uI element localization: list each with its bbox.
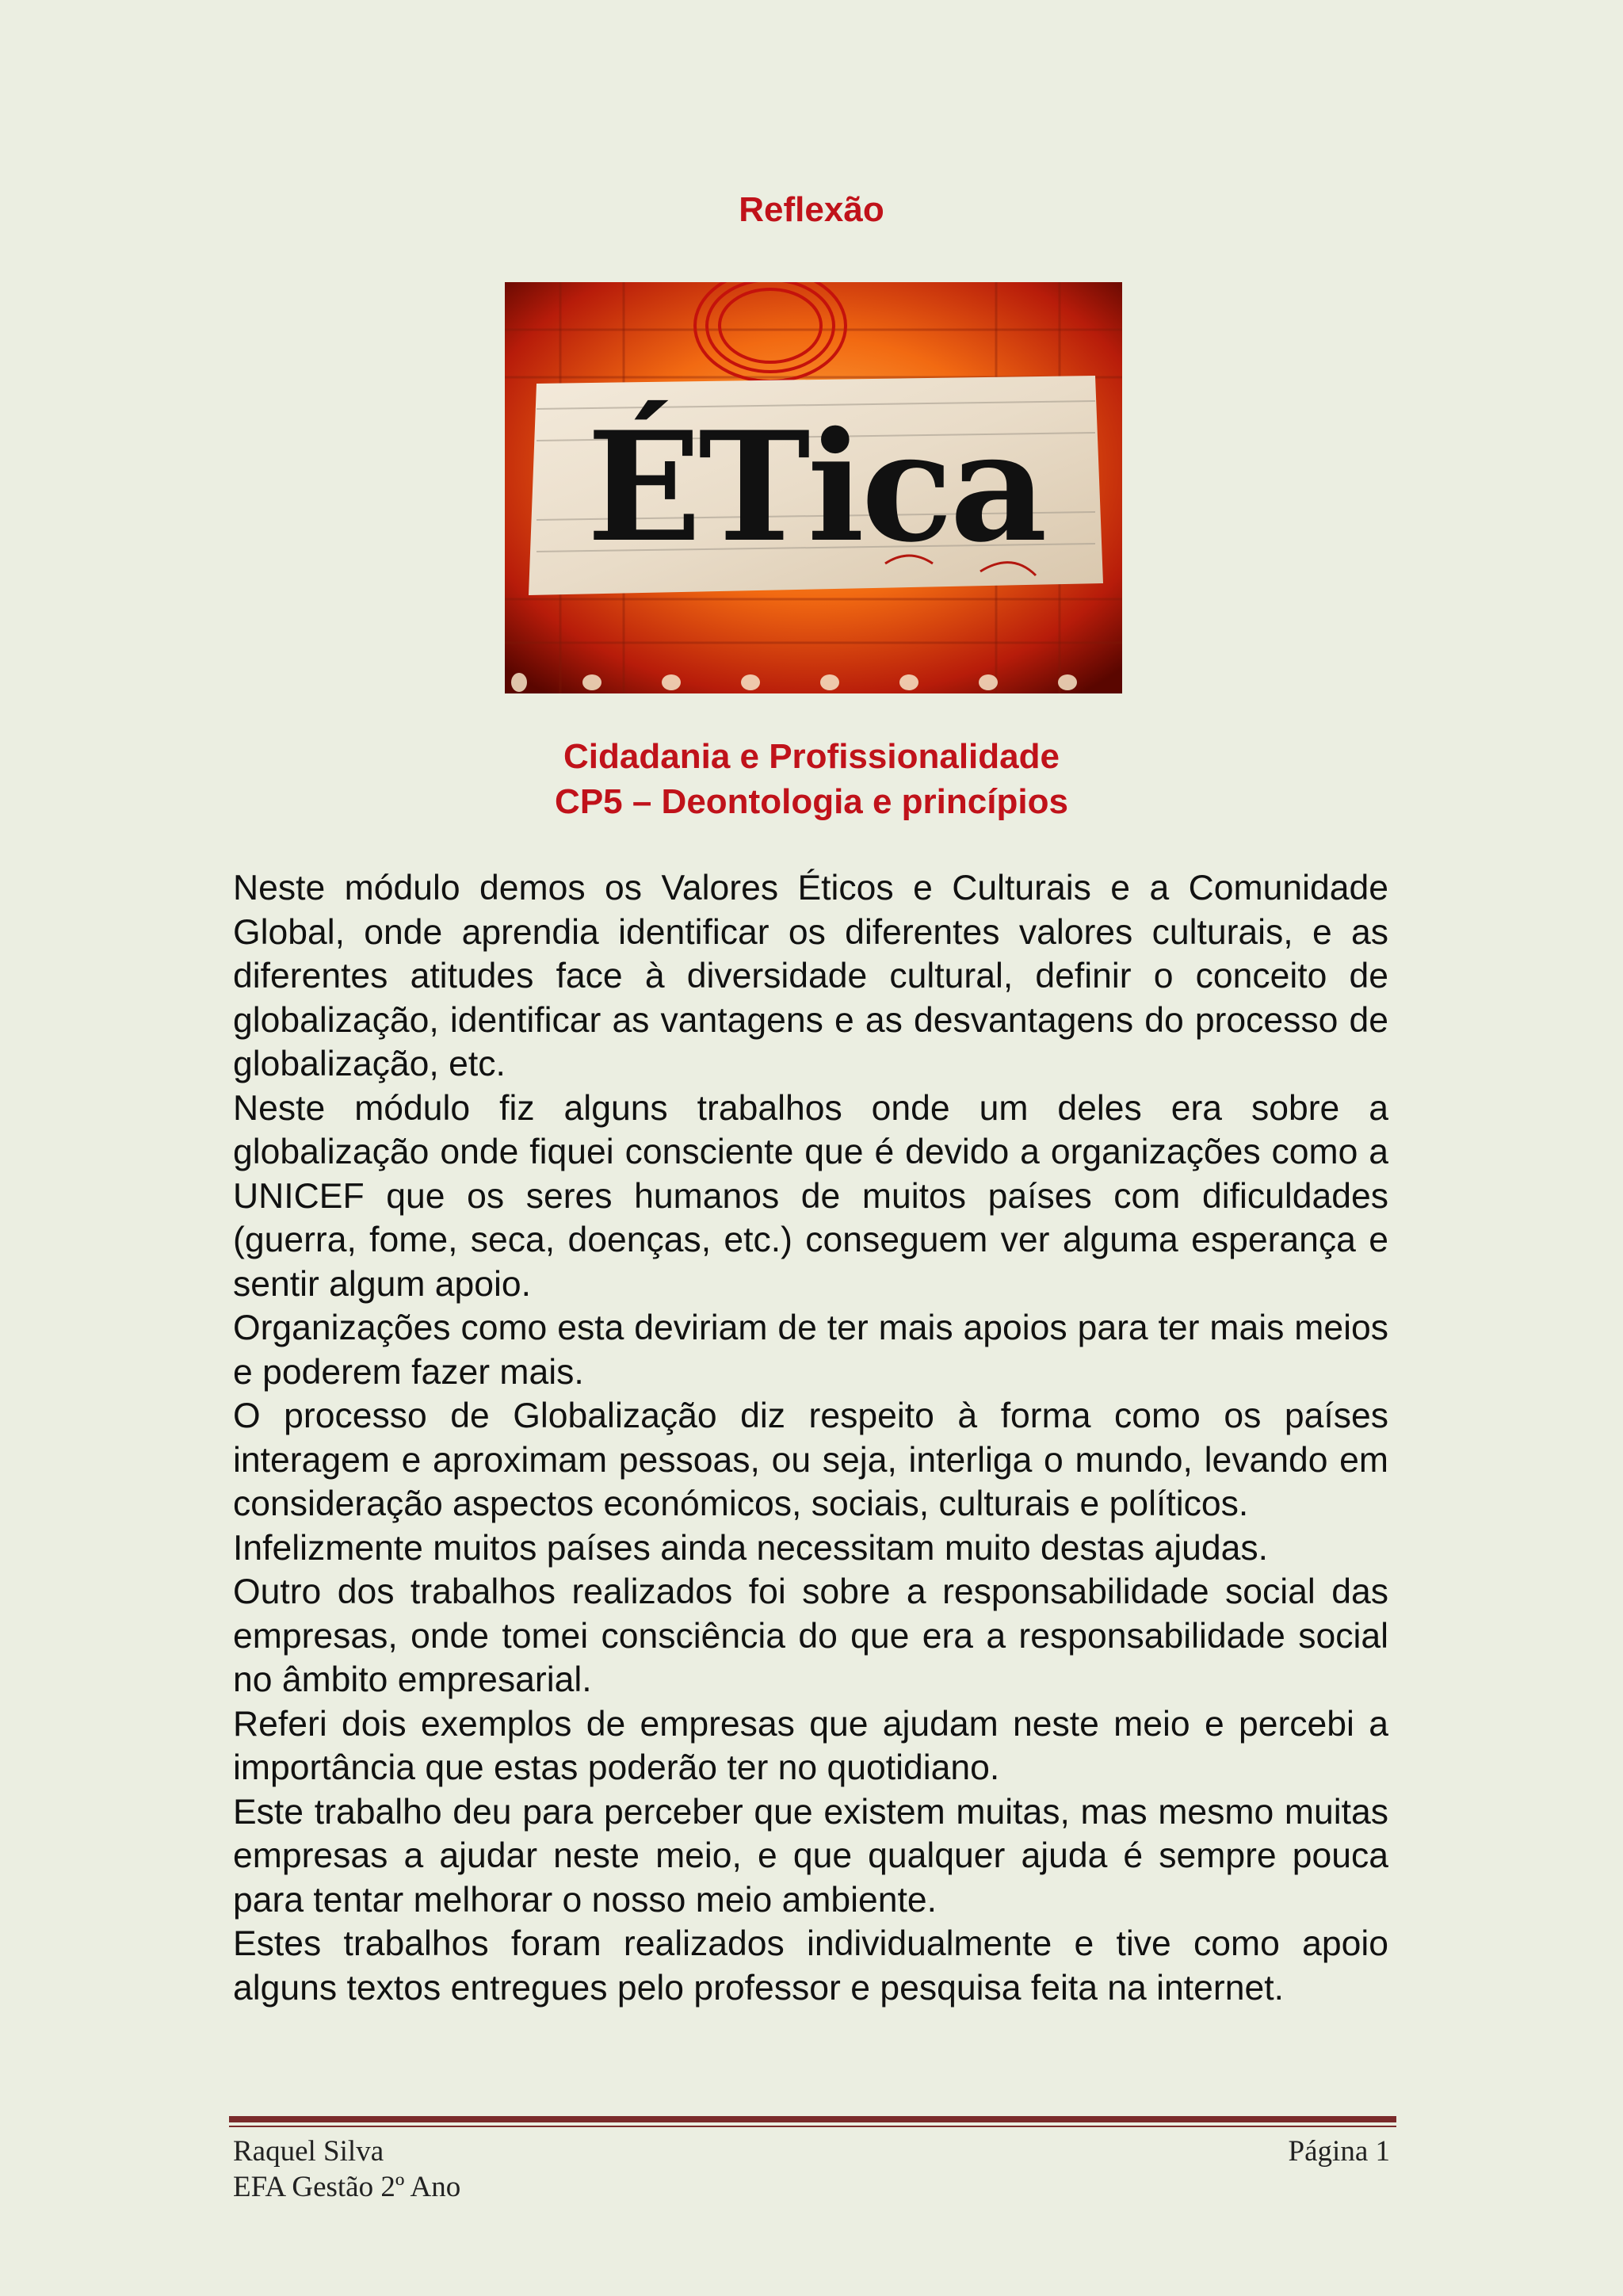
- footer-course: EFA Gestão 2º Ano: [233, 2171, 461, 2203]
- paragraph: O processo de Globalização diz respeito à forma como os países interagem e aproximam pessoas, ou seja, interliga o mundo, levando em consideração aspectos económicos, sociais, culturais e políticos.: [233, 1396, 1388, 1523]
- etica-illustration: [505, 282, 1122, 693]
- footer-page-number: Página 1: [1288, 2135, 1390, 2168]
- paragraph: Organizações como esta deviriam de ter mais apoios para ter mais meios e poderem fazer mais.: [233, 1308, 1388, 1392]
- footer-author: Raquel Silva: [233, 2135, 384, 2168]
- body-text: [233, 866, 1388, 2010]
- footer-rule-thin: [229, 2126, 1396, 2127]
- paragraph: Referi dois exemplos de empresas que ajudam neste meio e percebi a importância que estas poderão ter no quotidiano.: [233, 1704, 1388, 1787]
- subtitle-module: CP5 – Deontologia e princípios: [555, 782, 1068, 821]
- paragraph: Neste módulo demos os Valores Éticos e Culturais e a Comunidade Global, onde aprendia identificar os diferentes valores culturais, e as diferentes atitudes face à diversidade cultural, definir o conceito de globalização, identificar as vantagens e as desvantagens do processo de globalização, etc.: [233, 869, 1388, 1083]
- document-title: Reflexão: [739, 190, 884, 229]
- etica-word: ÉTica: [586, 399, 1044, 575]
- paragraph: Neste módulo fiz alguns trabalhos onde um deles era sobre a globalização onde fiquei consciente que é devido a organizações como a UNICEF que os seres humanos de muitos países com dificuldades (guerra, fome, seca, doenças, etc.) conseguem ver alguma esperança e sentir algum apoio.: [233, 1088, 1388, 1304]
- paragraph: Infelizmente muitos países ainda necessitam muito destas ajudas.: [233, 1528, 1269, 1568]
- subtitle-course: Cidadania e Profissionalidade: [563, 737, 1060, 776]
- paragraph: Outro dos trabalhos realizados foi sobre a responsabilidade social das empresas, onde tomei consciência do que era a responsabilidade social no âmbito empresarial.: [233, 1572, 1388, 1699]
- footer-rule: [229, 2116, 1396, 2122]
- paragraph: Estes trabalhos foram realizados individualmente e tive como apoio alguns textos entregues pelo professor e pesquisa feita na internet.: [233, 1924, 1388, 2008]
- paragraph: Este trabalho deu para perceber que existem muitas, mas mesmo muitas empresas a ajudar neste meio, e que qualquer ajuda é sempre pouca para tentar melhorar o nosso meio ambiente.: [233, 1792, 1388, 1920]
